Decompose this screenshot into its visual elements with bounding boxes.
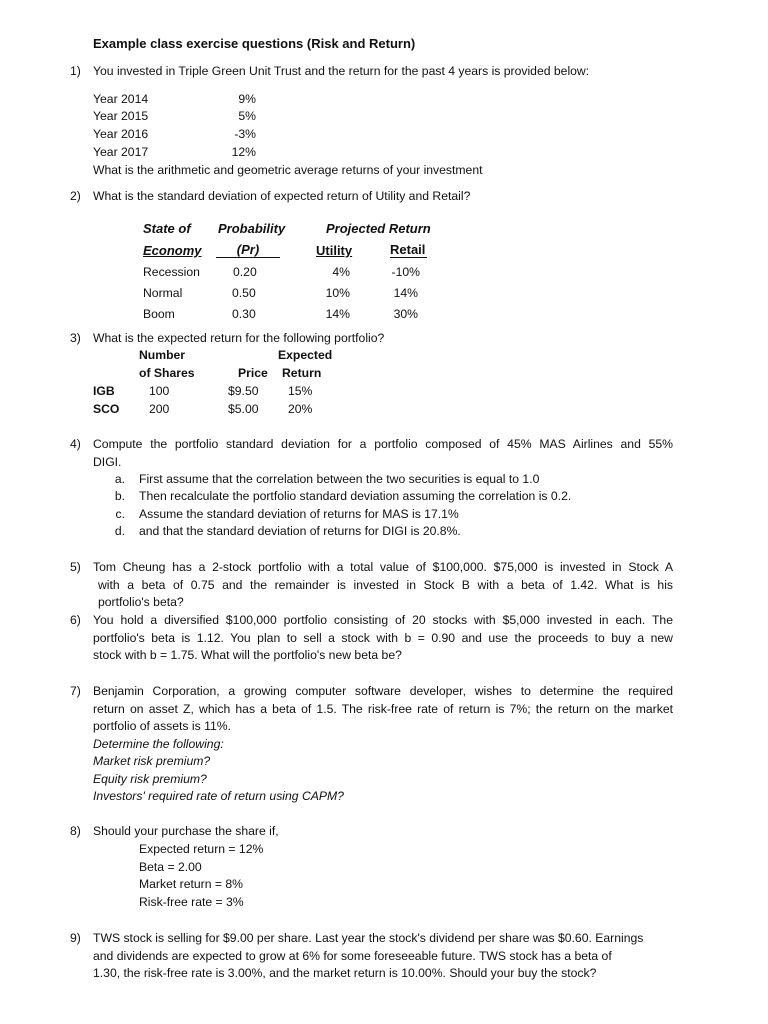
q4-item-marker: c. (115, 507, 125, 521)
q4-item-text: Assume the standard deviation of returns for MAS is 17.1% (139, 507, 459, 521)
q5-line: Tom Cheung has a 2-stock portfolio with a total value of $100,000. $75,000 is invested in Stock A (93, 560, 673, 574)
q2-state: Recession (143, 265, 200, 279)
q7-line: Benjamin Corporation, a growing computer software developer, wishes to determine the required (93, 684, 673, 698)
q3-number: 3) (70, 331, 81, 345)
q2-utility-return: 14% (325, 307, 350, 321)
q2-retail-return: 30% (393, 307, 418, 321)
q9-text (93, 930, 673, 983)
q3-header-shares: of Shares (139, 366, 195, 380)
q3-stock-name: IGB (93, 384, 115, 398)
q3-price: $9.50 (228, 384, 259, 398)
q4-item-text: Then recalculate the portfolio standard deviation assuming the correlation is 0.2. (139, 489, 572, 503)
q7-number: 7) (70, 684, 81, 698)
q3-header-expected: Expected (278, 348, 333, 362)
q3-stock-name: SCO (93, 402, 120, 416)
q2-header-economy: Economy (143, 243, 202, 258)
q3-shares: 100 (149, 384, 170, 398)
q4-item-marker: b. (114, 489, 125, 503)
q3-shares: 200 (149, 402, 170, 416)
q2-probability: 0.30 (232, 307, 256, 321)
q8-text: Should your purchase the share if, (93, 824, 279, 838)
q2-header-projected-return: Projected Return (326, 221, 431, 236)
q8-condition: Risk-free rate = 3% (139, 895, 244, 909)
q4-text (93, 436, 673, 471)
q1-return: 5% (238, 109, 256, 123)
q2-header-state: State of (143, 221, 191, 236)
q7-line: return on asset Z, which has a beta of 1.5. The risk-free rate of return is 7%; the return on the market (93, 701, 673, 716)
q4-item-text: First assume that the correlation between the two securities is equal to 1.0 (139, 472, 540, 486)
q4-item-marker: a. (114, 472, 125, 486)
q1-year: Year 2017 (93, 145, 149, 159)
q1-text: You invested in Triple Green Unit Trust and the return for the past 4 years is provided below: (93, 64, 590, 78)
q3-expected-return: 15% (288, 384, 313, 398)
q9-line: and dividends are expected to grow at 6% for some foreseeable future. TWS stock has a beta of (93, 948, 612, 963)
page-title: Example class exercise questions (Risk and Return) (93, 36, 416, 51)
q1-return: 12% (231, 145, 256, 159)
q7-text (93, 683, 673, 736)
q2-probability: 0.50 (232, 286, 256, 300)
q7-sub-question: Investors' required rate of return using CAPM? (93, 789, 344, 803)
q7-line: portfolio of assets is 11%. (93, 719, 231, 734)
q9-line: 1.30, the risk-free rate is 3.00%, and the market return is 10.00%. Should your buy the stock? (93, 966, 597, 981)
q1-year: Year 2014 (93, 92, 149, 106)
q6-number: 6) (70, 613, 81, 627)
q3-header-number: Number (139, 348, 186, 362)
q4-number: 4) (70, 437, 81, 451)
q2-header-retail: Retail (390, 242, 426, 257)
q6-line: stock with b = 1.75. What will the portfolio's new beta be? (93, 648, 402, 663)
q1-return: 9% (238, 92, 256, 106)
q6-line: You hold a diversified $100,000 portfolio consisting of 20 stocks with $5,000 invested in each. The (93, 613, 673, 627)
q1-year: Year 2015 (93, 109, 149, 123)
q4-line: Compute the portfolio standard deviation for a portfolio composed of 45% MAS Airlines and 55% (93, 437, 673, 451)
q2-probability: 0.20 (233, 265, 257, 279)
q2-retail-return: 14% (393, 286, 418, 300)
q6-line: portfolio's beta is 1.12. You plan to sell a stock with b = 0.90 and use the proceeds to buy a new (93, 630, 673, 645)
q7-sub-question: Equity risk premium? (93, 772, 207, 786)
q1-question: What is the arithmetic and geometric average returns of your investment (93, 163, 483, 177)
q4-item-text: and that the standard deviation of returns for DIGI is 20.8%. (139, 524, 461, 538)
q1-return: -3% (234, 127, 256, 141)
q5-text (93, 559, 673, 612)
q1-number: 1) (70, 64, 81, 78)
q8-condition: Expected return = 12% (139, 842, 264, 856)
q4-item-marker: d. (114, 524, 125, 538)
q2-state: Boom (143, 307, 175, 321)
q6-text (93, 612, 673, 665)
q3-price: $5.00 (228, 402, 259, 416)
q3-header-price: Price (238, 366, 268, 380)
q2-state: Normal (143, 286, 183, 300)
q7-sub-question: Determine the following: (93, 737, 224, 751)
q2-header-probability: Probability (218, 221, 286, 236)
q9-line: TWS stock is selling for $9.00 per share. Last year the stock's dividend per share was $0.60. Earnings (93, 931, 644, 945)
q2-retail-return: -10% (391, 265, 420, 279)
q5-line: portfolio's beta? (98, 595, 184, 610)
q2-header-utility: Utility (316, 243, 353, 258)
q2-utility-return: 4% (332, 265, 350, 279)
q4-line: DIGI. (93, 454, 122, 469)
q5-line: with a beta of 0.75 and the remainder is invested in Stock B with a beta of 1.42. What is his (98, 577, 673, 592)
q8-condition: Market return = 8% (139, 877, 243, 891)
q8-number: 8) (70, 824, 81, 838)
q2-header-pr: (Pr) (216, 243, 280, 258)
q3-header-return: Return (282, 366, 322, 380)
q9-number: 9) (70, 931, 81, 945)
q8-condition: Beta = 2.00 (139, 860, 202, 874)
q5-number: 5) (70, 560, 81, 574)
q3-text: What is the expected return for the following portfolio? (93, 331, 385, 345)
q2-text: What is the standard deviation of expected return of Utility and Retail? (93, 189, 471, 203)
q2-utility-return: 10% (325, 286, 350, 300)
q7-sub-question: Market risk premium? (93, 754, 211, 768)
q3-expected-return: 20% (288, 402, 313, 416)
q2-number: 2) (70, 189, 81, 203)
q1-year: Year 2016 (93, 127, 149, 141)
